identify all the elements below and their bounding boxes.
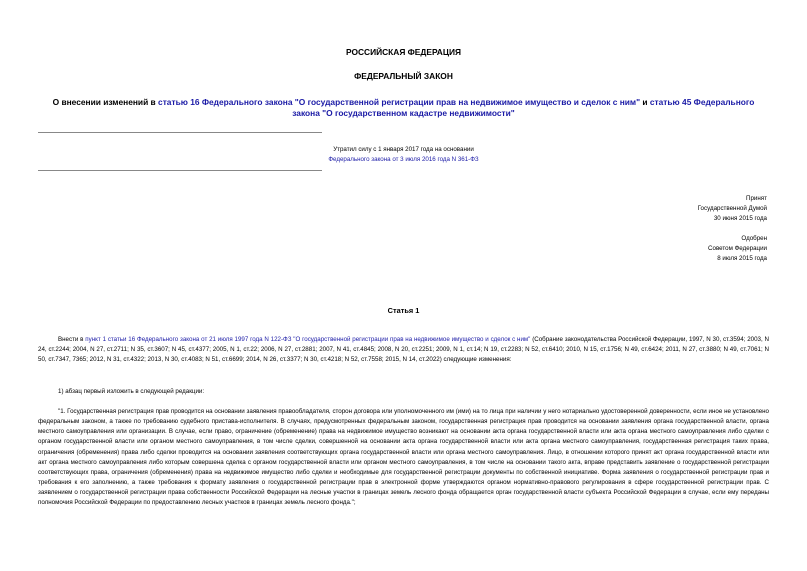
divider-top: [38, 132, 322, 133]
intro-rest: (Собрание законодательства Российской Федерации, 1997, N 30, ст.3594; 2003, N 24, ст.2244; 2004, N 27, ст.2711; N 35, ст.3607; N 45, ст.4377; 2005, N 1, ст.22; 2006, N 27, ст.2881; 2007, N 41, ст.4845; 2008, N 20, ст.2251; 2009, N 1, ст.14; N 19, ст.2283; N 52, ст.6410; 2010, N 15, ст.1756; N 49, ст.6424; 2011, N 27, ст.3880; N 49, ст.7061; N 50, ст.7347, 7365; 2012, N 31, ст.4322; 2013, N 30, ст.4083; N 51, ст.6699; 2014, N 26, ст.3377; N 30, ст.4218; N 52, ст.7558; 2015, N 14, ст.2022) следующие изменения:: [38, 336, 769, 364]
intro-prefix: Внести в: [58, 336, 86, 343]
council-approval-line: Одобрен: [741, 235, 767, 242]
council-approval: [708, 234, 767, 264]
duma-adoption-line: Принят: [746, 195, 767, 202]
law-title-prefix: О внесении изменений в: [52, 97, 159, 107]
article-intro-paragraph: [38, 335, 769, 365]
law-title: [50, 97, 757, 119]
country-heading: РОССИЙСКАЯ ФЕДЕРАЦИЯ: [345, 47, 462, 57]
status-text: Утратил силу с 1 января 2017 года на основании: [333, 146, 474, 153]
divider-bottom: [38, 170, 322, 171]
item-1-text: 1) абзац первый изложить в следующей редакции:: [58, 388, 205, 395]
duma-adoption: [698, 194, 767, 224]
law-title-middle: и: [640, 97, 650, 107]
quoted-amendment-text: "1. Государственная регистрация прав проводится на основании заявления правообладателя, сторон договора или уполномоченного им (ими) на то лица при наличии у него нотариально удостоверенной доверенности, если иное не установлено федеральным законом, а также по требованию судебного пристава-исполнителя. В случаях, предусмотренных федеральным законом, государственная регистрация прав проводится на основании заявления органа государственной власти, органа местного самоуправления или организации. В случае, если право, ограничение (обременение) права на недвижимое имущество возникают на основании акта органа государственной власти или акта органа местного самоуправления либо сделки с органом государственной власти или органом местного самоуправления, в том числе сделки, совершенной на основании акта органа государственной власти или акта органа местного самоуправления, государственная регистрация таких права, ограничения (обременения) права либо сделки проводится на основании заявления соответствующих органа государственной власти или органа местного самоуправления. Лицо, в отношении которого принят акт органа государственной власти или акт органа местного самоуправления либо которым совершена сделка с органом государственной власти или органом местного самоуправления, в том числе на основании такого акта, вправе представить заявление о государственной регистрации соответствующих права, ограничения (обременения) права на недвижимое имущество либо сделки и необходимые для государственной регистрации документы по собственной инициативе. Форма заявления о государственной регистрации прав и требования к его заполнению, а также требования к формату заявления о государственной регистрации прав в электронной форме утверждаются органом нормативно-правового регулирования в сфере государственной регистрации прав. С заявлением о государственной регистрации права собственности Российской Федерации на лесные участки в границах земель лесного фонда обращается орган государственной власти субъекта Российской Федерации в случае, если ему переданы полномочия Российской Федерации по предоставлению лесных участков в границах земель лесного фонда.";: [38, 408, 769, 507]
item-1-paragraph: [38, 387, 769, 397]
document-type-heading: ФЕДЕРАЛЬНЫЙ ЗАКОН: [354, 71, 453, 81]
law-title-link-article16[interactable]: статью 16 Федерального закона "О государственной регистрации прав на недвижимое имущество и сделок с ним": [158, 97, 641, 107]
quoted-amendment-paragraph: [38, 407, 769, 509]
status-repeal-link[interactable]: Федерального закона от 3 июля 2016 года N 361-ФЗ: [328, 156, 479, 163]
council-approval-line: Советом Федерации: [708, 245, 767, 252]
intro-law-link[interactable]: пункт 1 статьи 16 Федерального закона от 21 июля 1997 года N 122-ФЗ "О государственной регистрации прав на недвижимое имущество и сделок с ним": [85, 336, 531, 343]
duma-adoption-line: Государственной Думой: [697, 205, 767, 212]
law-title-link-article45[interactable]: статью 45 Федерального закона "О государственном кадастре недвижимости": [292, 97, 755, 118]
duma-adoption-line: 30 июня 2015 года: [713, 215, 767, 222]
article-heading: Статья 1: [387, 306, 420, 315]
council-approval-line: 8 июля 2015 года: [717, 255, 767, 262]
